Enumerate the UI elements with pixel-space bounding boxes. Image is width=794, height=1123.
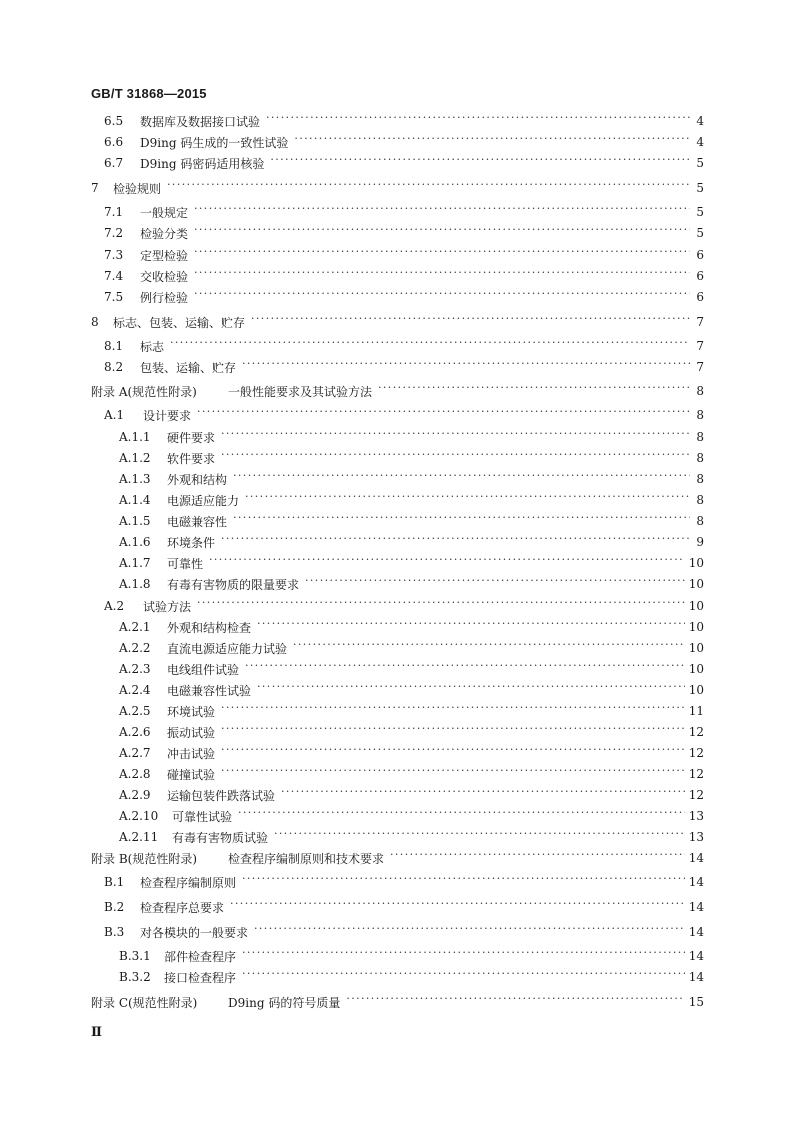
toc-entry[interactable] (104, 923, 704, 941)
toc-entry-page: 5 (696, 205, 704, 219)
toc-leader-dots (242, 877, 685, 887)
toc-entry-title: 碰撞试验 (167, 767, 216, 782)
toc-entry-page: 10 (688, 683, 704, 697)
toc-entry-number: 7.2 (104, 226, 124, 240)
toc-entry[interactable] (119, 491, 704, 509)
toc-leader-dots (197, 410, 690, 420)
toc-entry-number: A.2.7 (119, 746, 151, 760)
toc-entry-page: 7 (696, 360, 704, 374)
toc-entry-number: A.1.7 (119, 556, 151, 570)
toc-entry-number: 7.1 (104, 205, 124, 219)
toc-entry-page: 8 (696, 451, 704, 465)
toc-entry[interactable] (104, 597, 704, 615)
toc-entry-page: 10 (688, 641, 704, 655)
toc-leader-dots (221, 727, 685, 737)
toc-entry-page: 10 (688, 662, 704, 676)
toc-entry[interactable] (119, 470, 704, 488)
toc-entry-number: A.2.5 (119, 704, 151, 718)
toc-leader-dots (257, 685, 685, 695)
toc-entry-page: 7 (696, 339, 704, 353)
toc-leader-dots (266, 116, 690, 126)
toc-entry-title: 定型检验 (140, 248, 189, 263)
toc-entry-number: A.1 (104, 408, 125, 422)
toc-leader-dots (209, 558, 685, 568)
toc-entry[interactable] (104, 406, 704, 424)
toc-entry-title: 振动试验 (167, 725, 216, 740)
toc-entry[interactable] (119, 702, 704, 720)
toc-entry-page: 10 (688, 599, 704, 613)
toc-entry-page: 8 (696, 408, 704, 422)
toc-entry-number: 7 (91, 181, 99, 195)
toc-entry-number: A.1.4 (119, 493, 151, 507)
toc-entry-number: A.2.2 (119, 641, 151, 655)
toc-entry-title: D9ing 码生成的一致性试验 (140, 135, 289, 150)
toc-entry-page: 6 (696, 269, 704, 283)
toc-entry-page: 13 (688, 830, 704, 844)
toc-entry-title: 硬件要求 (167, 430, 216, 445)
toc-entry-page: 13 (688, 809, 704, 823)
toc-entry[interactable] (119, 744, 704, 762)
toc-entry[interactable] (104, 873, 704, 891)
toc-entry-number: 6.5 (104, 114, 124, 128)
toc-entry-page: 14 (688, 925, 704, 939)
toc-entry-title: 交收检验 (140, 269, 189, 284)
toc-entry-number: A.1.6 (119, 535, 151, 549)
toc-entry-title: 标志、包装、运输、贮存 (113, 315, 246, 330)
toc-leader-dots (194, 271, 690, 281)
toc-entry-number: A.2.3 (119, 662, 151, 676)
toc-entry-number: A.2.10 (119, 809, 159, 823)
toc-entry-title: 包装、运输、贮存 (140, 360, 237, 375)
toc-entry-page: 8 (696, 430, 704, 444)
toc-leader-dots (233, 474, 690, 484)
toc-entry-number: 6.7 (104, 156, 124, 170)
toc-entry-page: 7 (696, 315, 704, 329)
toc-entry-number: B.1 (104, 875, 125, 889)
toc-entry-title: 试验方法 (143, 599, 192, 614)
toc-entry[interactable] (91, 849, 704, 867)
toc-entry[interactable] (104, 133, 704, 151)
toc-leader-dots (233, 516, 690, 526)
toc-entry-title: 可靠性 (167, 556, 204, 571)
toc-entry-page: 8 (696, 514, 704, 528)
toc-entry-number: A.1.1 (119, 430, 151, 444)
toc-entry[interactable] (119, 807, 704, 825)
toc-entry[interactable] (119, 947, 704, 965)
toc-leader-dots (221, 453, 690, 463)
toc-entry[interactable] (104, 154, 704, 172)
toc-entry[interactable] (104, 224, 704, 242)
toc-entry-number: A.2.1 (119, 620, 151, 634)
toc-entry-page: 5 (696, 181, 704, 195)
toc-leader-dots (194, 207, 690, 217)
document-code: GB/T 31868—2015 (91, 86, 207, 101)
toc-entry-number: 8.1 (104, 339, 124, 353)
toc-entry-title: 检验分类 (140, 226, 189, 241)
toc-entry-page: 10 (688, 556, 704, 570)
toc-entry-title: 直流电源适应能力试验 (167, 641, 288, 656)
toc-leader-dots (221, 432, 690, 442)
toc-entry[interactable] (119, 575, 704, 593)
toc-entry-page: 9 (696, 535, 704, 549)
toc-leader-dots (378, 386, 690, 396)
toc-entry[interactable] (119, 428, 704, 446)
toc-entry-title: 电磁兼容性试验 (167, 683, 252, 698)
toc-entry-title: 部件检查程序 (164, 949, 237, 964)
toc-entry-page: 10 (688, 620, 704, 634)
toc-leader-dots (242, 362, 690, 372)
toc-leader-dots (194, 228, 690, 238)
toc-entry-title: 数据库及数据接口试验 (140, 114, 261, 129)
toc-entry-page: 4 (696, 114, 704, 128)
toc-leader-dots (251, 317, 690, 327)
toc-entry-title: 标志 (140, 339, 165, 354)
toc-entry-title: 检验规则 (113, 181, 162, 196)
toc-entry-number: 8 (91, 315, 99, 329)
toc-entry[interactable] (119, 681, 704, 699)
toc-entry-number: 附录 A(规范性附录) (91, 384, 197, 399)
toc-leader-dots (390, 853, 685, 863)
toc-entry[interactable] (104, 267, 704, 285)
toc-entry-number: 7.3 (104, 248, 124, 262)
toc-entry-page: 6 (696, 248, 704, 262)
toc-leader-dots (230, 902, 685, 912)
toc-entry[interactable] (119, 660, 704, 678)
toc-entry-title: 运输包装件跌落试验 (167, 788, 276, 803)
toc-entry[interactable] (119, 533, 704, 551)
toc-entry-title: 可靠性试验 (172, 809, 233, 824)
toc-leader-dots (197, 601, 685, 611)
toc-leader-dots (270, 158, 690, 168)
toc-entry[interactable] (91, 313, 704, 331)
toc-entry-title: 例行检验 (140, 290, 189, 305)
toc-entry[interactable] (104, 112, 704, 130)
toc-entry-page: 10 (688, 577, 704, 591)
toc-leader-dots (245, 495, 690, 505)
toc-entry-page: 12 (688, 767, 704, 781)
toc-leader-dots (238, 811, 685, 821)
toc-entry[interactable] (119, 618, 704, 636)
toc-leader-dots (221, 537, 690, 547)
toc-entry-number: 7.5 (104, 290, 124, 304)
toc-entry-title: 电源适应能力 (167, 493, 240, 508)
toc-entry[interactable] (119, 786, 704, 804)
toc-entry[interactable] (119, 639, 704, 657)
toc-leader-dots (305, 579, 685, 589)
toc-entry[interactable] (119, 968, 704, 986)
toc-entry-title: 有毒有害物质试验 (172, 830, 269, 845)
toc-entry[interactable] (104, 358, 704, 376)
toc-entry-number: 附录 C(规范性附录) (91, 995, 198, 1010)
toc-entry-number: A.2.11 (119, 830, 159, 844)
toc-entry-title: D9ing 码密码适用核验 (140, 156, 265, 171)
toc-entry[interactable] (91, 382, 704, 400)
toc-entry[interactable] (104, 337, 704, 355)
toc-entry-number: B.3.1 (119, 949, 151, 963)
toc-entry[interactable] (119, 723, 704, 741)
toc-entry-title: 电磁兼容性 (167, 514, 228, 529)
toc-entry-number: A.2.9 (119, 788, 151, 802)
toc-entry[interactable] (119, 554, 704, 572)
toc-entry-number: A.1.5 (119, 514, 151, 528)
toc-entry-number: 附录 B(规范性附录) (91, 851, 197, 866)
toc-leader-dots (293, 643, 685, 653)
toc-entry-number: 8.2 (104, 360, 124, 374)
toc-entry-page: 15 (688, 995, 704, 1009)
toc-entry-number: A.1.2 (119, 451, 151, 465)
toc-entry-number: B.3 (104, 925, 125, 939)
toc-entry-number: B.2 (104, 900, 125, 914)
toc-entry[interactable] (91, 993, 704, 1011)
toc-entry-page: 12 (688, 725, 704, 739)
toc-leader-dots (221, 769, 685, 779)
toc-entry-number: A.2.8 (119, 767, 151, 781)
page-number: Ⅱ (91, 1025, 102, 1040)
toc-entry-number: A.2.6 (119, 725, 151, 739)
toc-leader-dots (194, 250, 690, 260)
toc-entry-title: 检查程序总要求 (140, 900, 225, 915)
toc-entry[interactable] (119, 828, 704, 846)
toc-leader-dots (245, 664, 685, 674)
toc-leader-dots (274, 832, 685, 842)
toc-entry-title: 外观和结构 (167, 472, 228, 487)
toc-entry-page: 12 (688, 746, 704, 760)
toc-entry[interactable] (119, 449, 704, 467)
toc-leader-dots (346, 997, 684, 1007)
toc-entry-page: 5 (696, 226, 704, 240)
toc-leader-dots (294, 137, 690, 147)
toc-entry-page: 8 (696, 493, 704, 507)
toc-entry[interactable] (104, 898, 704, 916)
toc-leader-dots (281, 790, 685, 800)
toc-entry-number: 7.4 (104, 269, 124, 283)
toc-entry-page: 14 (688, 875, 704, 889)
toc-entry-number: A.2 (104, 599, 125, 613)
toc-entry-number: A.2.4 (119, 683, 151, 697)
toc-entry-page: 14 (688, 851, 704, 865)
toc-entry-page: 4 (696, 135, 704, 149)
toc-entry-title: 检查程序编制原则和技术要求 (228, 851, 385, 866)
toc-entry-title: 设计要求 (143, 408, 192, 423)
toc-entry-number: B.3.2 (119, 970, 151, 984)
toc-entry-title: 接口检查程序 (164, 970, 237, 985)
toc-leader-dots (242, 951, 685, 961)
toc-entry-title: 软件要求 (167, 451, 216, 466)
toc-entry[interactable] (119, 765, 704, 783)
toc-leader-dots (170, 341, 690, 351)
toc-leader-dots (254, 927, 685, 937)
toc-entry-page: 11 (688, 704, 704, 718)
toc-entry[interactable] (104, 246, 704, 264)
toc-entry-page: 6 (696, 290, 704, 304)
toc-entry[interactable] (104, 203, 704, 221)
toc-entry-title: 环境试验 (167, 704, 216, 719)
toc-entry-page: 14 (688, 970, 704, 984)
toc-entry-page: 14 (688, 900, 704, 914)
toc-entry-number: A.1.8 (119, 577, 151, 591)
toc-entry-title: 检查程序编制原则 (140, 875, 237, 890)
toc-entry-page: 8 (696, 384, 704, 398)
toc-entry-page: 14 (688, 949, 704, 963)
toc-entry-title: D9ing 码的符号质量 (228, 995, 341, 1010)
toc-leader-dots (221, 706, 685, 716)
toc-entry-number: 6.6 (104, 135, 124, 149)
toc-entry[interactable] (104, 288, 704, 306)
toc-leader-dots (257, 622, 685, 632)
toc-entry-page: 8 (696, 472, 704, 486)
toc-leader-dots (242, 972, 685, 982)
toc-entry-title: 一般性能要求及其试验方法 (228, 384, 373, 399)
toc-entry-number: A.1.3 (119, 472, 151, 486)
toc-entry[interactable] (119, 512, 704, 530)
toc-leader-dots (221, 748, 685, 758)
toc-entry[interactable] (91, 179, 704, 197)
toc-leader-dots (194, 292, 690, 302)
toc-entry-title: 一般规定 (140, 205, 189, 220)
toc-entry-page: 5 (696, 156, 704, 170)
toc-entry-title: 对各模块的一般要求 (140, 925, 249, 940)
toc-leader-dots (167, 183, 690, 193)
toc-entry-title: 冲击试验 (167, 746, 216, 761)
toc-entry-title: 有毒有害物质的限量要求 (167, 577, 300, 592)
toc-entry-title: 环境条件 (167, 535, 216, 550)
toc-entry-page: 12 (688, 788, 704, 802)
toc-entry-title: 外观和结构检查 (167, 620, 252, 635)
toc-entry-title: 电线组件试验 (167, 662, 240, 677)
